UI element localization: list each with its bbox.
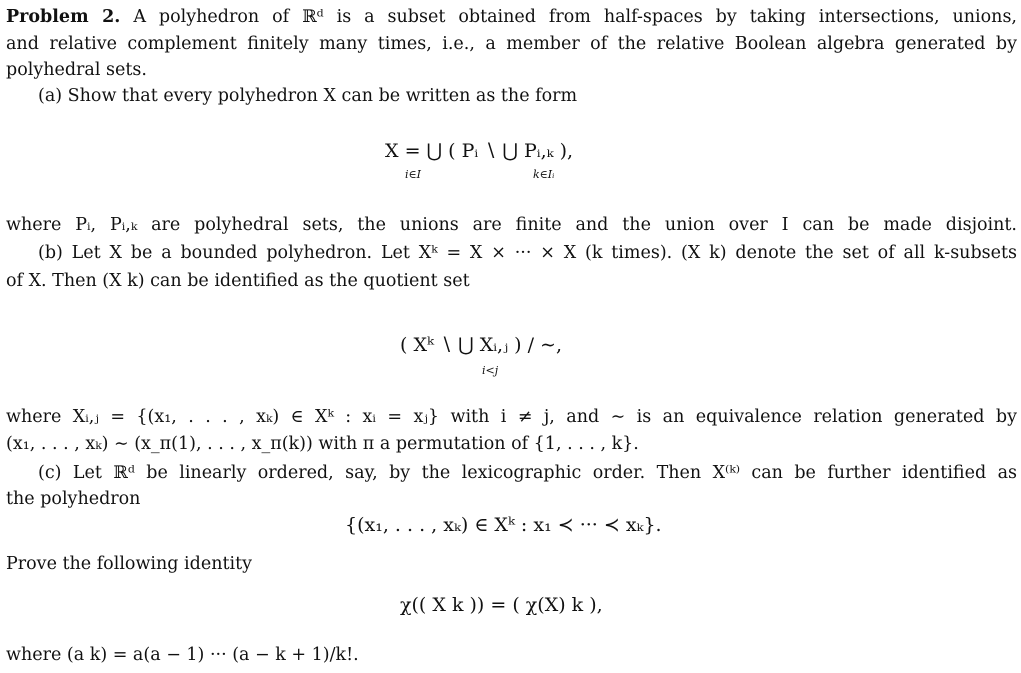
part-b-formula: ( Xᵏ ∖ ⋃ Xᵢ,ⱼ ) / ∼, (400, 334, 563, 356)
part-a-formula-sub2: k∈Iᵢ (533, 168, 555, 181)
part-b-line-2: of X. Then (X k) can be identified as the quotient set (6, 271, 470, 291)
part-a-intro: (a) Show that every polyhedron X can be written as the form (38, 86, 578, 106)
part-b-formula-sub: i<j (482, 364, 499, 377)
problem-heading: Problem 2. (6, 7, 121, 27)
part-a-formula-text: X = ⋃ ( Pᵢ ∖ ⋃ Pᵢ,ₖ ), (385, 140, 574, 162)
problem-line-3: polyhedral sets. (6, 60, 147, 80)
part-c-prove: Prove the following identity (6, 554, 253, 574)
part-a-after: where Pᵢ, Pᵢ,ₖ are polyhedral sets, the unions are finite and the union over I can be made disjoint. (6, 215, 1017, 235)
part-b-line-1: (b) Let X be a bounded polyhedron. Let Xᵏ = X × ··· × X (k times). (X k) denote the set of all k-subsets (38, 243, 1017, 263)
part-c-where: where (a k) = a(a − 1) ··· (a − k + 1)/k!. (6, 645, 359, 665)
problem-line-2: and relative complement finitely many times, i.e., a member of the relative Boolean algebra generated by (6, 34, 1017, 54)
problem-line-1-text: A polyhedron of ℝᵈ is a subset obtained from half-spaces by taking intersections, unions, (133, 7, 1017, 27)
part-b-after-1: where Xᵢ,ⱼ = {(x₁, . . . , xₖ) ∈ Xᵏ : xᵢ = xⱼ} with i ≠ j, and ∼ is an equivalence relation generated by (6, 407, 1017, 427)
part-a-formula (385, 138, 573, 164)
part-c-line-1: (c) Let ℝᵈ be linearly ordered, say, by the lexicographic order. Then X⁽ᵏ⁾ can be further identified as (38, 463, 1017, 483)
part-a-formula-sub1: i∈I (405, 168, 422, 181)
problem-line-1 (6, 6, 1017, 28)
part-c-formula: {(x₁, . . . , xₖ) ∈ Xᵏ : x₁ ≺ ··· ≺ xₖ}. (345, 514, 662, 536)
part-c-identity: χ(( X k )) = ( χ(X) k ), (400, 594, 603, 616)
part-b-after-2: (x₁, . . . , xₖ) ∼ (x_π(1), . . . , x_π(k)) with π a permutation of {1, . . . , k}. (6, 434, 639, 454)
part-c-line-2: the polyhedron (6, 489, 141, 509)
